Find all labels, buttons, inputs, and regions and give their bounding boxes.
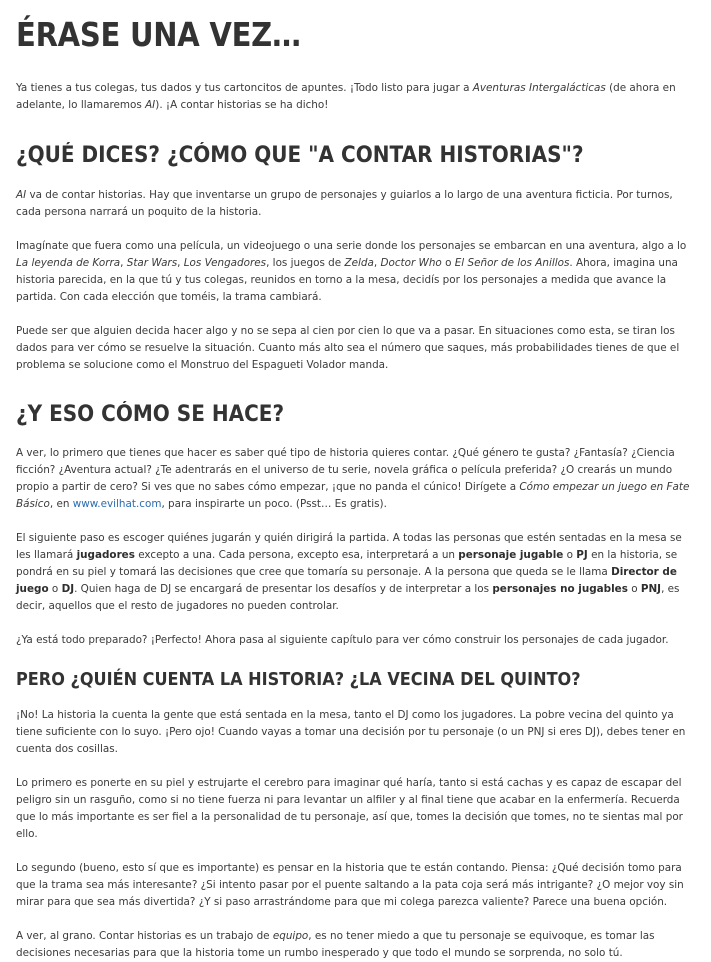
paragraph — [16, 530, 697, 615]
page-title: ÉRASE UNA VEZ… — [16, 15, 301, 54]
paragraph-text: , es no tener miedo a que tu personaje se equivoque, es tomar las decisiones necesarias para que la historia tome un rumbo inesperado y que todo el mundo se sorprenda, no solo tú. — [16, 930, 655, 959]
paragraph-text: . Quien haga de DJ se encargará de presentar los desafíos y de interpretar a los — [74, 583, 493, 595]
evilhat-link[interactable]: www.evilhat.com — [72, 498, 162, 510]
paragraph — [16, 238, 697, 306]
section-heading-quien-cuenta: PERO ¿QUIÉN CUENTA LA HISTORIA? ¿LA VECINA DEL QUINTO? — [16, 670, 581, 690]
term-personaje-jugable: personaje jugable — [458, 549, 564, 561]
paragraph: ¡No! La historia la cuenta la gente que está sentada en la mesa, tanto el DJ como los jugadores. La pobre vecina del quinto ya tiene suficiente con lo suyo. ¡Pero ojo! Cuando vayas a tomar una decisión por tu personaje (o un PNJ si eres DJ), debes tener en cuenta dos cosillas. — [16, 709, 686, 755]
paragraph-text: , es decir, aquellos que el resto de jugadores no pueden controlar. — [16, 583, 680, 612]
paragraph-text: excepto a una. Cada persona, excepto esa, interpretará a un — [134, 549, 459, 561]
term-director-de-juego: Director de juego — [16, 566, 677, 595]
paragraph-text: , para inspirarte un poco. (Psst… Es gratis). — [161, 498, 387, 510]
section-heading-como-se-hace: ¿Y ESO CÓMO SE HACE? — [16, 402, 285, 427]
term-jugadores: jugadores — [76, 549, 135, 561]
paragraph: Puede ser que alguien decida hacer algo y no se sepa al cien por cien lo que va a pasar. En situaciones como esta, se tiran los dados para ver cómo se resuelve la situación. Cuanto más alto sea el número que saques, más probabilidades tienes de que el problema se solucione como el Monstruo del Espagueti Volador manda. — [16, 325, 680, 371]
emphasis-equipo: equipo — [272, 930, 309, 942]
work-title: El Señor de los Anillos — [454, 257, 570, 269]
term-dj: DJ — [61, 583, 75, 595]
paragraph-text: A ver, lo primero que tienes que hacer es saber qué tipo de historia quieres contar. ¿Qué género te gusta? ¿Fantasía? ¿Ciencia ficción? ¿Aventura actual? ¿Te adentrarás en el universo de tu serie, novela gráfica o película preferida? ¿O crearás un mundo propio a partir de cero? Si ves que no sabes cómo empezar, ¡que no panda el cúnico! Dirígete a — [16, 447, 675, 493]
paragraph-text: en la historia, se pondrá en su piel y tomará las decisiones que cree que tomaría su personaje. A la persona que queda se le llama — [16, 549, 678, 578]
paragraph-text: . Ahora, imagina una historia parecida, en la que tú y tus colegas, reunidos en torno a la mesa, decidís por los personajes a medida que avance la partida. Con cada elección que toméis, la trama cambiará. — [16, 257, 678, 303]
paragraph: Lo segundo (bueno, esto sí que es importante) es pensar en la historia que te están contando. Piensa: ¿Qué decisión tomo para que la trama sea más interesante? ¿Si intento pasar por el puente saltando a la pata coja será más intrigante? ¿O mejor voy sin mirar para que sea más divertida? ¿Y si paso arrastrándome para que mi colega parezca valiente? Parece una buena opción. — [16, 862, 684, 908]
separator: , — [177, 257, 184, 269]
game-abbreviation: AI — [16, 189, 27, 201]
work-title: Los Vengadores — [183, 257, 267, 269]
book-title: Cómo empezar un juego en Fate Básico — [16, 481, 690, 510]
work-title: La leyenda de Korra — [16, 257, 121, 269]
intro-text: Ya tienes a tus colegas, tus dados y tus cartoncitos de apuntes. ¡Todo listo para jugar a — [16, 82, 473, 94]
game-title: Aventuras Intergalácticas — [472, 82, 606, 94]
work-title: Zelda — [344, 257, 374, 269]
work-title: Doctor Who — [380, 257, 442, 269]
paragraph-text: o — [48, 583, 62, 595]
term-pnj: PNJ — [640, 583, 662, 595]
separator: , — [373, 257, 381, 269]
term-pj: PJ — [576, 549, 588, 561]
paragraph — [16, 187, 697, 221]
separator: , — [120, 257, 127, 269]
intro-text: ). ¡A contar historias se ha dicho! — [155, 99, 329, 111]
paragraph — [16, 445, 697, 513]
work-title: Star Wars — [126, 257, 178, 269]
paragraph-text: Imagínate que fuera como una película, un videojuego o una serie donde los personajes se embarcan en una aventura, algo a lo — [16, 240, 687, 252]
paragraph-text: , los juegos de — [266, 257, 345, 269]
paragraph — [16, 928, 697, 962]
paragraph-text: o — [441, 257, 455, 269]
intro-paragraph — [16, 80, 697, 114]
paragraph: Lo primero es ponerte en su piel y estrujarte el cerebro para imaginar qué haría, tanto si está cachas y es capaz de escapar del peligro sin un rasguño, como si no tiene fuerza ni para levantar un alfiler y al final tiene que acabar en la enfermería. Recuerda que lo más importante es ser fiel a la personalidad de tu personaje, así que, tomes la decisión que tomes, no te sientas mal por ello. — [16, 777, 683, 840]
paragraph-text: o — [563, 549, 577, 561]
paragraph-text: o — [627, 583, 641, 595]
section-heading-contar-historias: ¿QUÉ DICES? ¿CÓMO QUE "A CONTAR HISTORIAS"? — [16, 143, 584, 168]
paragraph-text: A ver, al grano. Contar historias es un trabajo de — [16, 930, 273, 942]
paragraph-text: va de contar historias. Hay que inventarse un grupo de personajes y guiarlos a lo largo de una aventura ficticia. Por turnos, cada persona narrará un poquito de la historia. — [16, 189, 673, 218]
paragraph-text: El siguiente paso es escoger quiénes jugarán y quién dirigirá la partida. A todas las personas que estén sentadas en la mesa se les llamará — [16, 532, 682, 561]
game-abbreviation: AI — [145, 99, 156, 111]
term-personajes-no-jugables: personajes no jugables — [492, 583, 628, 595]
paragraph-text: , en — [49, 498, 73, 510]
paragraph: ¿Ya está todo preparado? ¡Perfecto! Ahora pasa al siguiente capítulo para ver cómo construir los personajes de cada jugador. — [16, 634, 669, 646]
intro-text: (de ahora en adelante, lo llamaremos — [16, 82, 676, 111]
